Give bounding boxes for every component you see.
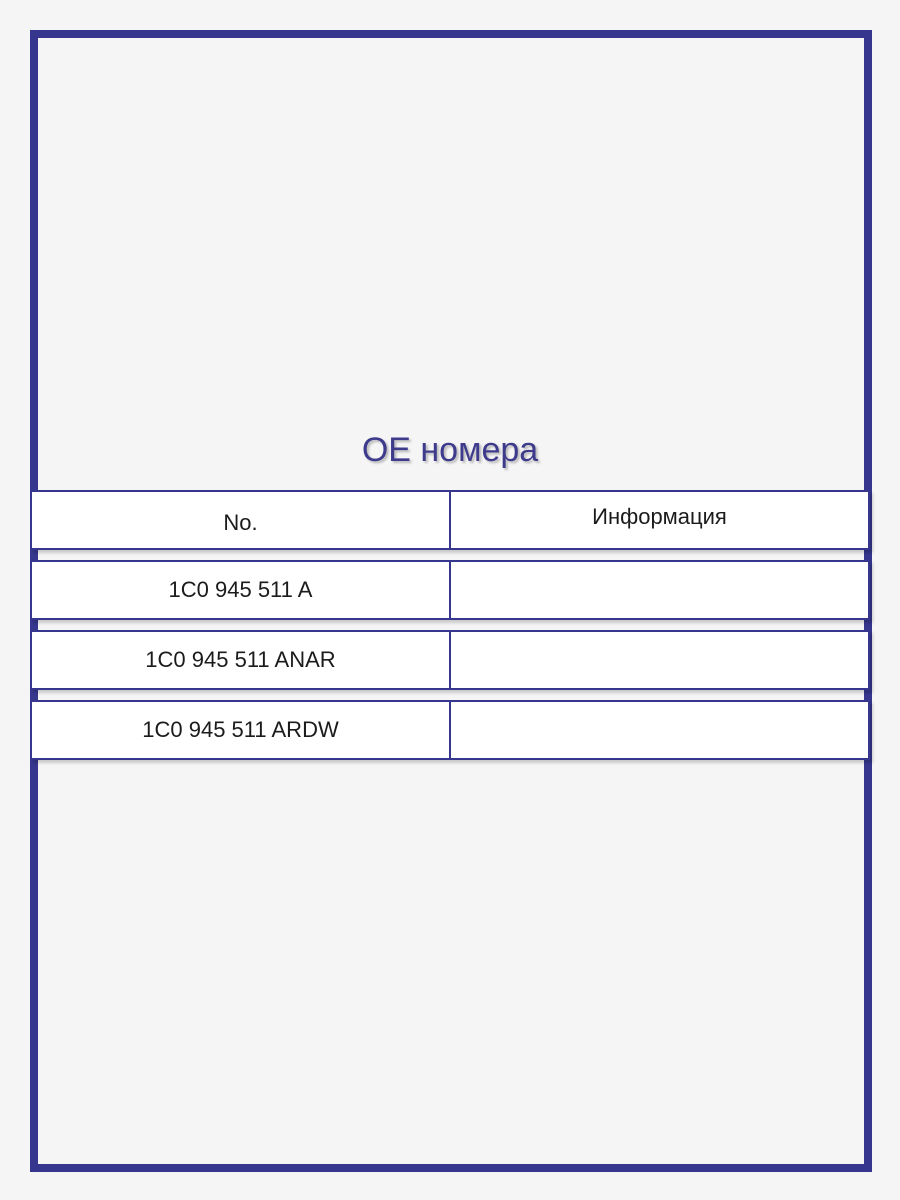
oe-number-cell: 1C0 945 511 ARDW: [32, 702, 451, 758]
table-row: [30, 700, 870, 760]
oe-number-cell: 1C0 945 511 ANAR: [32, 632, 451, 688]
header-number: No.: [32, 492, 451, 548]
info-cell: [451, 562, 868, 618]
info-cell: [451, 632, 868, 688]
header-info: Информация: [592, 504, 727, 529]
table-row: [30, 630, 870, 690]
table-row: [30, 560, 870, 620]
oe-number-cell: 1C0 945 511 A: [32, 562, 451, 618]
info-cell: [451, 702, 868, 758]
page-title: OE номера: [361, 431, 539, 469]
table-header-row: [30, 490, 870, 550]
